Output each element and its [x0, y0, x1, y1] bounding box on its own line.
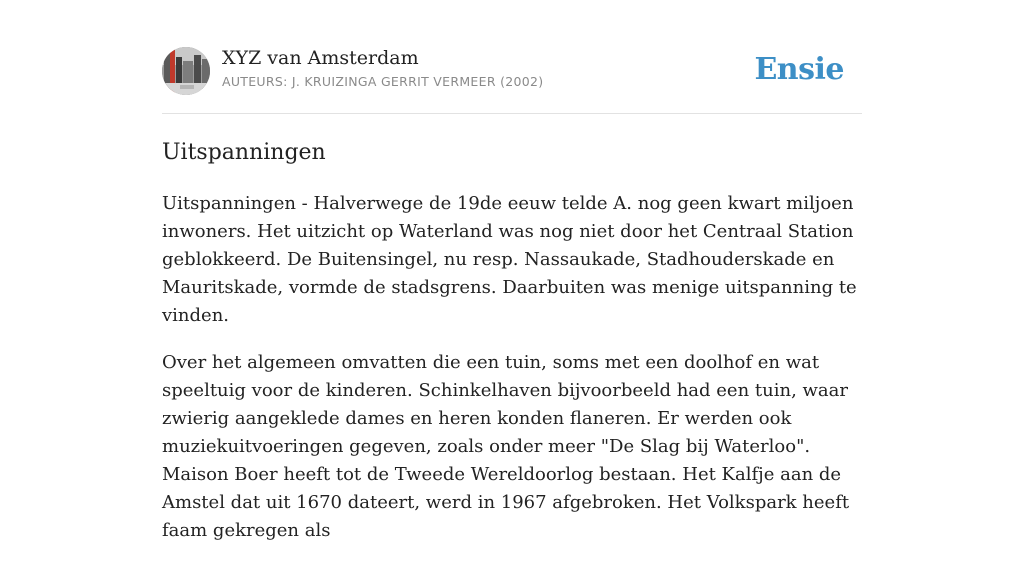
book-header: [162, 46, 862, 114]
book-authors: AUTEURS: J. KRUIZINGA GERRIT VERMEER (2002): [222, 74, 544, 89]
book-cover-icon: [162, 47, 210, 95]
ensie-logo-link[interactable]: Ensie: [754, 52, 844, 87]
entry-title: Uitspanningen: [162, 140, 326, 165]
entry-paragraph-1: Uitspanningen - Halverwege de 19de eeuw telde A. nog geen kwart miljoen inwoners. Het uitzicht op Waterland was nog niet door het Centraal Station geblokkeerd. De Buitensingel, nu resp. Nassaukade, Stadhouderskade en Mauritskade, vormde de stadsgrens. Daarbuiten was menige uitspanning te vinden.: [162, 193, 857, 326]
book-avatar[interactable]: [162, 47, 210, 95]
entry-body: [162, 190, 862, 564]
book-title[interactable]: XYZ van Amsterdam: [222, 47, 419, 69]
entry-paragraph-2: Over het algemeen omvatten die een tuin, soms met een doolhof en wat speeltuig voor de kinderen. Schinkelhaven bijvoorbeeld had een tuin, waar zwierig aangeklede dames en heren konden flaneren. Er werden ook muziekuitvoeringen gegeven, zoals onder meer "De Slag bij Waterloo". Maison Boer heeft tot de Tweede Wereldoorlog bestaan. Het Kalfje aan de Amstel dat uit 1670 dateert, werd in 1967 afgebroken. Het Volkspark heeft faam gekregen als: [162, 352, 850, 541]
